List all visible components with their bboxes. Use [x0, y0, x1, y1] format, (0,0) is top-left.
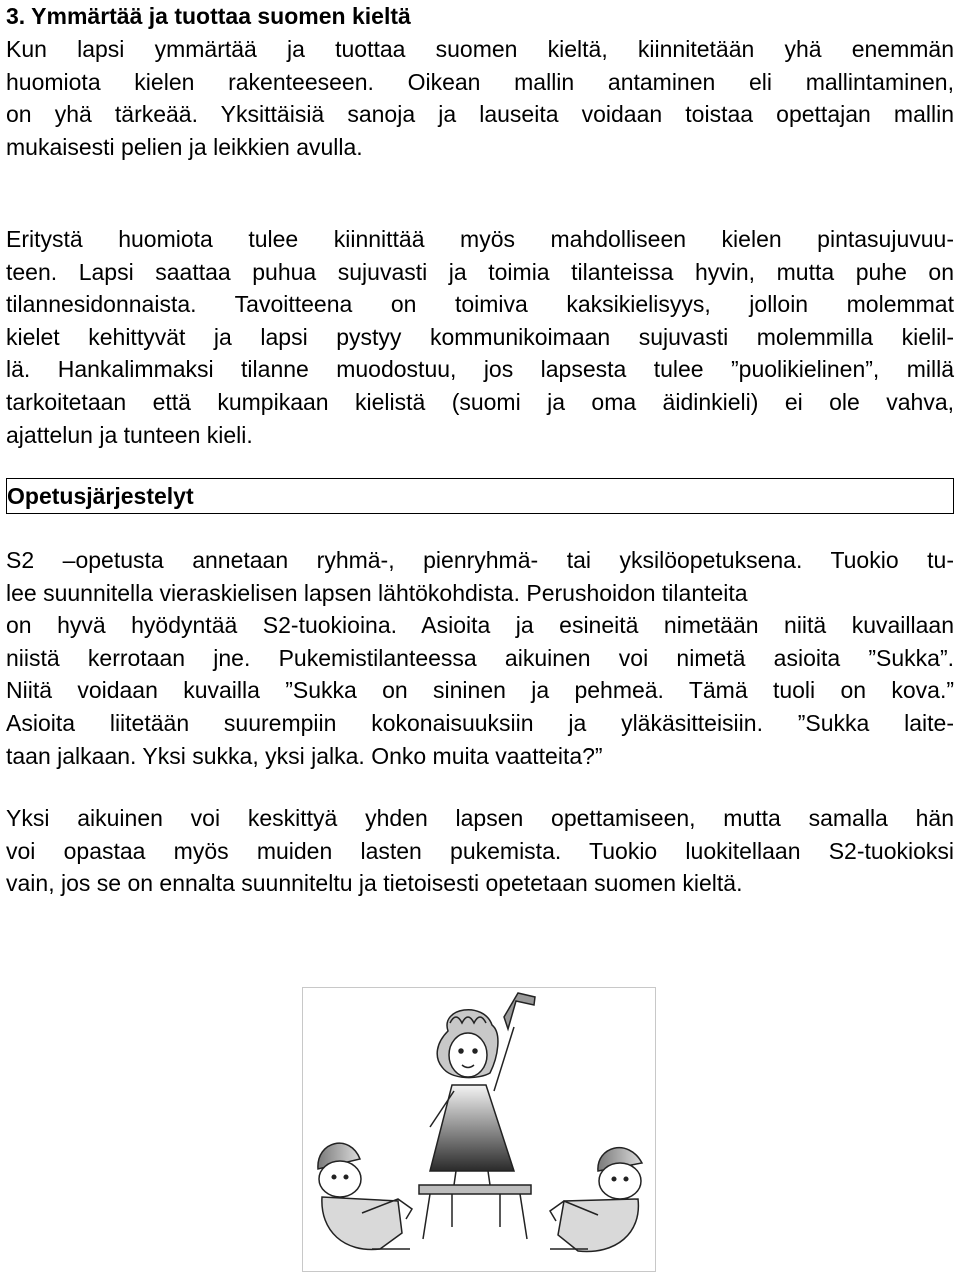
text-line: vain, jos se on ennalta suunniteltu ja tietoisesti opetetaan suomen kieltä. — [6, 870, 743, 897]
text-line: tarkoitetaan että kumpikaan kielistä (suomi ja oma äidinkieli) ei ole vahva, — [6, 388, 954, 415]
paragraph-1 — [6, 33, 954, 163]
text-line: niistä kerrotaan jne. Pukemistilanteessa aikuinen voi nimetä asioita ”Sukka”. — [6, 644, 954, 671]
paragraph-4 — [6, 802, 954, 900]
page-title: 3. Ymmärtää ja tuottaa suomen kieltä — [6, 3, 411, 29]
text-line: on hyvä hyödyntää S2-tuokioina. Asioita ja esineitä nimetään niitä kuvaillaan — [6, 612, 954, 639]
text-line: on yhä tärkeää. Yksittäisiä sanoja ja lauseita voidaan toistaa opettajan mallin — [6, 101, 954, 128]
text-line: lee suunnitella vieraskielisen lapsen lähtökohdista. Perushoidon tilanteita — [6, 579, 748, 606]
text-line: taan jalkaan. Yksi sukka, yksi jalka. Onko muita vaatteita?” — [6, 742, 603, 769]
text-line: voi opastaa myös muiden lasten pukemista. Tuokio luokitellaan S2-tuokioksi — [6, 837, 954, 864]
text-line: mukaisesti pelien ja leikkien avulla. — [6, 133, 363, 160]
text-line: Yksi aikuinen voi keskittyä yhden lapsen opettamiseen, mutta samalla hän — [6, 805, 954, 831]
text-line: kielet kehittyvät ja lapsi pystyy kommunikoimaan sujuvasti molemmilla kielil- — [6, 323, 954, 350]
text-line: huomiota kielen rakenteeseen. Oikean mallin antaminen eli mallintaminen, — [6, 68, 954, 95]
text-line: tilannesidonnaista. Tavoitteena on toimiva kaksikielisyys, jolloin molemmat — [6, 291, 954, 318]
section-heading: Opetusjärjestelyt — [6, 478, 954, 514]
paragraph-2 — [6, 223, 954, 451]
text-line: Niitä voidaan kuvailla ”Sukka on sininen ja pehmeä. Tämä tuoli on kova.” — [6, 677, 954, 704]
text-line: ajattelun ja tunteen kieli. — [6, 421, 253, 448]
text-line: lä. Hankalimmaksi tilanne muodostuu, jos lapsesta tulee ”puolikielinen”, millä — [6, 356, 954, 383]
text-line: S2 –opetusta annetaan ryhmä-, pienryhmä- tai yksilöopetuksena. Tuokio tu- — [6, 547, 954, 573]
text-line: Kun lapsi ymmärtää ja tuottaa suomen kieltä, kiinnitetään yhä enemmän — [6, 36, 954, 62]
text-line: Eritystä huomiota tulee kiinnittää myös mahdolliseen kielen pintasujuvuu- — [6, 226, 954, 252]
children-dressing-illustration — [302, 987, 656, 1272]
text-line: teen. Lapsi saattaa puhua sujuvasti ja toimia tilanteissa hyvin, mutta puhe on — [6, 258, 954, 285]
paragraph-3 — [6, 544, 954, 772]
text-line: Asioita liitetään suurempiin kokonaisuuksiin ja yläkäsitteisiin. ”Sukka laite- — [6, 709, 954, 736]
